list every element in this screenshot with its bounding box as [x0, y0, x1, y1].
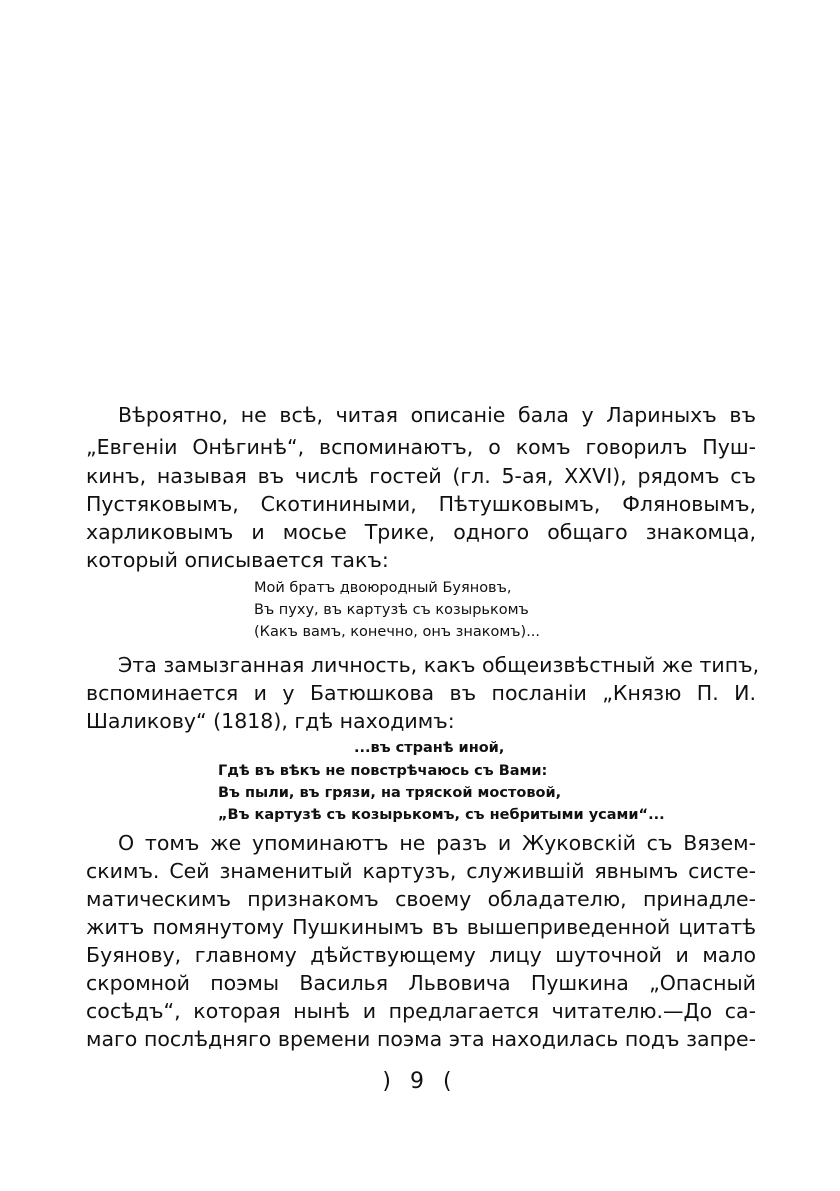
paragraph-line: Шаликову“ (1818), гдѣ находимъ: [86, 709, 455, 733]
paragraph-line: „Евгеніи Онѣгинѣ“, вспоминаютъ, о комъ говорилъ Пуш- [86, 435, 756, 459]
paragraph-line: скромной поэмы Василья Львовича Пушкина „Опасный [86, 971, 756, 995]
paragraph-line: скимъ. Сей знаменитый картузъ, служившій явнымъ систе- [86, 859, 756, 883]
paragraph-line: сосѣдъ“, которая нынѣ и предлагается читателю.—До са- [86, 999, 756, 1023]
paragraph-line: маго послѣдняго времени поэма эта находилась подъ запре- [86, 1027, 756, 1051]
page-number: ) 9 ( [382, 1069, 458, 1094]
paragraph-line: который описывается такъ: [86, 548, 389, 572]
paragraph-line: вспоминается и у Батюшкова въ посланіи „Князю П. И. [86, 681, 756, 705]
verse-line: Въ пуху, въ картузѣ съ козырькомъ [254, 602, 529, 618]
paragraph-line: матическимъ признакомъ своему обладателю, принадле- [86, 887, 756, 911]
verse-line: Гдѣ въ вѣкъ не повстрѣчаюсь съ Вами: [218, 763, 548, 779]
paragraph-line: Пустяковымъ, Скотиниными, Пѣтушковымъ, Фляновымъ, [86, 492, 756, 516]
paragraph-line: Буянову, главному дѣйствующему лицу шуточной и мало [86, 943, 756, 967]
paragraph-line: житъ помянутому Пушкинымъ въ вышеприведенной цитатѣ [86, 915, 756, 939]
paragraph-line: О томъ же упоминаютъ не разъ и Жуковскій съ Вязем- [118, 831, 756, 855]
paragraph-line: кинъ, называя въ числѣ гостей (гл. 5-ая, XXVI), рядомъ съ [86, 464, 756, 488]
verse-line: ...въ странѣ иной, [354, 740, 505, 756]
verse-line: (Какъ вамъ, конечно, онъ знакомъ)... [254, 624, 541, 640]
verse-line: Мой братъ двоюродный Буяновъ, [254, 580, 512, 596]
verse-line: Въ пыли, въ грязи, на тряской мостовой, [218, 785, 562, 801]
paragraph-line: Эта замызганная личность, какъ общеизвѣстный же типъ, [118, 653, 760, 677]
verse-line: „Въ картузѣ съ козырькомъ, съ небритыми усами“... [218, 807, 665, 823]
paragraph-line: Вѣроятно, не всѣ, читая описаніе бала у Лариныхъ въ [118, 403, 756, 427]
paragraph-line: харликовымъ и мосье Трике, одного общаго знакомца, [86, 520, 756, 544]
